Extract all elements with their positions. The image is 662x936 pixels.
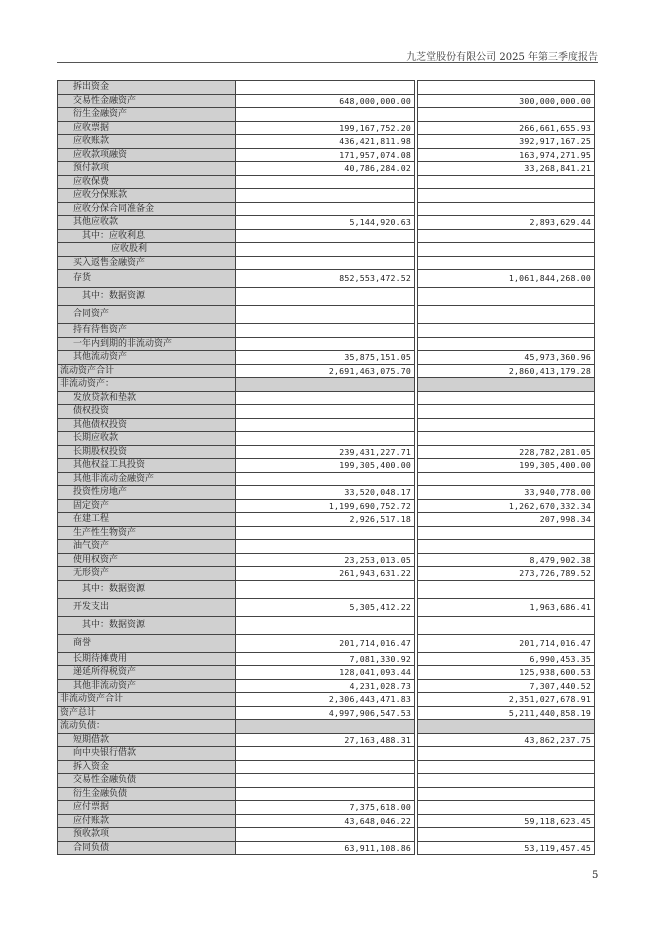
value-period-end — [236, 540, 415, 554]
value-period-start — [418, 175, 595, 189]
value-period-start — [418, 337, 595, 351]
value-period-end: 171,957,074.08 — [236, 148, 415, 162]
value-period-start: 392,917,167.25 — [418, 135, 595, 149]
value-period-start — [418, 189, 595, 203]
value-period-start: 1,061,844,268.00 — [418, 270, 595, 288]
value-period-start — [418, 256, 595, 270]
value-period-end — [236, 580, 415, 598]
value-period-end — [236, 378, 415, 392]
value-period-start: 1,262,670,332.34 — [418, 499, 595, 513]
row-label: 持有待售资产 — [58, 324, 236, 338]
row-label: 固定资产 — [58, 499, 236, 513]
value-period-end: 128,041,093.44 — [236, 666, 415, 680]
value-period-start — [418, 391, 595, 405]
value-period-end — [236, 306, 415, 324]
table-row — [58, 693, 595, 707]
value-period-start — [418, 828, 595, 842]
table-row — [58, 432, 595, 446]
row-label: 非流动资产合计 — [58, 693, 236, 707]
row-label: 预收款项 — [58, 828, 236, 842]
value-period-start: 2,860,413,179.28 — [418, 364, 595, 378]
value-period-end — [236, 432, 415, 446]
value-period-end: 63,911,108.86 — [236, 841, 415, 855]
row-label: 应收股利 — [58, 243, 236, 257]
value-period-start: 8,479,902.38 — [418, 553, 595, 567]
value-period-start — [418, 540, 595, 554]
row-label: 债权投资 — [58, 405, 236, 419]
balance-sheet-table — [57, 80, 595, 855]
row-label: 生产性生物资产 — [58, 526, 236, 540]
table-row — [58, 774, 595, 788]
value-period-end — [236, 243, 415, 257]
value-period-start — [418, 472, 595, 486]
value-period-end — [236, 202, 415, 216]
table-row — [58, 616, 595, 634]
row-label: 其中：应收利息 — [58, 229, 236, 243]
row-label: 拆出资金 — [58, 81, 236, 95]
value-period-end — [236, 760, 415, 774]
table-row — [58, 243, 595, 257]
row-label: 非流动资产： — [58, 378, 236, 392]
row-label: 长期待摊费用 — [58, 652, 236, 666]
table-row — [58, 472, 595, 486]
row-label: 合同负债 — [58, 841, 236, 855]
value-period-start: 266,661,655.93 — [418, 121, 595, 135]
value-period-end: 5,305,412.22 — [236, 598, 415, 616]
value-period-end — [236, 787, 415, 801]
row-label: 油气资产 — [58, 540, 236, 554]
value-period-end: 201,714,016.47 — [236, 634, 415, 652]
table-row — [58, 553, 595, 567]
value-period-end — [236, 175, 415, 189]
value-period-end — [236, 229, 415, 243]
row-label: 其他流动资产 — [58, 351, 236, 365]
table-row — [58, 540, 595, 554]
table-row — [58, 306, 595, 324]
value-period-end — [236, 189, 415, 203]
table-row — [58, 567, 595, 581]
value-period-end: 2,926,517.18 — [236, 513, 415, 527]
table-row — [58, 202, 595, 216]
value-period-start — [418, 432, 595, 446]
table-row — [58, 216, 595, 230]
value-period-end: 239,431,227.71 — [236, 445, 415, 459]
table-row — [58, 418, 595, 432]
value-period-end: 5,144,920.63 — [236, 216, 415, 230]
table-row — [58, 162, 595, 176]
table-row — [58, 720, 595, 734]
value-period-start: 2,893,629.44 — [418, 216, 595, 230]
value-period-start: 59,118,623.45 — [418, 814, 595, 828]
value-period-end — [236, 288, 415, 306]
value-period-end: 261,943,631.22 — [236, 567, 415, 581]
table-row — [58, 94, 595, 108]
table-row — [58, 841, 595, 855]
table-row — [58, 828, 595, 842]
value-period-end — [236, 108, 415, 122]
row-label: 拆入资金 — [58, 760, 236, 774]
value-period-start: 207,998.34 — [418, 513, 595, 527]
value-period-end: 43,648,046.22 — [236, 814, 415, 828]
value-period-start — [418, 774, 595, 788]
value-period-start: 300,000,000.00 — [418, 94, 595, 108]
row-label: 存货 — [58, 270, 236, 288]
value-period-end — [236, 337, 415, 351]
value-period-end — [236, 747, 415, 761]
value-period-end — [236, 418, 415, 432]
table-row — [58, 351, 595, 365]
table-row — [58, 760, 595, 774]
row-label: 其中：数据资源 — [58, 288, 236, 306]
value-period-end — [236, 405, 415, 419]
value-period-start: 163,974,271.95 — [418, 148, 595, 162]
value-period-end — [236, 256, 415, 270]
value-period-end — [236, 324, 415, 338]
value-period-end — [236, 774, 415, 788]
table-row — [58, 445, 595, 459]
row-label: 应收账款 — [58, 135, 236, 149]
value-period-start — [418, 580, 595, 598]
value-period-end: 40,786,284.02 — [236, 162, 415, 176]
value-period-end: 4,231,028.73 — [236, 679, 415, 693]
row-label: 无形资产 — [58, 567, 236, 581]
value-period-end: 35,875,151.05 — [236, 351, 415, 365]
value-period-start — [418, 801, 595, 815]
table-row — [58, 634, 595, 652]
table-row — [58, 189, 595, 203]
value-period-end — [236, 472, 415, 486]
row-label: 应收保费 — [58, 175, 236, 189]
row-label: 商誉 — [58, 634, 236, 652]
value-period-end: 2,306,443,471.83 — [236, 693, 415, 707]
value-period-end: 33,520,048.17 — [236, 486, 415, 500]
value-period-start — [418, 229, 595, 243]
page-number: 5 — [592, 870, 599, 881]
row-label: 其他债权投资 — [58, 418, 236, 432]
value-period-end — [236, 720, 415, 734]
row-label: 应收款项融资 — [58, 148, 236, 162]
table-row — [58, 580, 595, 598]
value-period-start — [418, 81, 595, 95]
value-period-start: 45,973,360.96 — [418, 351, 595, 365]
value-period-start — [418, 616, 595, 634]
row-label: 交易性金融资产 — [58, 94, 236, 108]
value-period-start — [418, 378, 595, 392]
row-label: 合同资产 — [58, 306, 236, 324]
row-label: 其他权益工具投资 — [58, 459, 236, 473]
value-period-start — [418, 787, 595, 801]
value-period-start — [418, 747, 595, 761]
row-label: 买入返售金融资产 — [58, 256, 236, 270]
value-period-start: 53,119,457.45 — [418, 841, 595, 855]
row-label: 使用权资产 — [58, 553, 236, 567]
value-period-end: 1,199,690,752.72 — [236, 499, 415, 513]
row-label: 应付票据 — [58, 801, 236, 815]
row-label: 其中：数据资源 — [58, 580, 236, 598]
value-period-start: 43,862,237.75 — [418, 733, 595, 747]
row-label: 长期股权投资 — [58, 445, 236, 459]
table-row — [58, 148, 595, 162]
row-label: 应付账款 — [58, 814, 236, 828]
value-period-end: 27,163,488.31 — [236, 733, 415, 747]
table-row — [58, 499, 595, 513]
table-row — [58, 324, 595, 338]
value-period-start: 125,938,600.53 — [418, 666, 595, 680]
page-header: 九芝堂股份有限公司 2025 年第三季度报告 — [406, 52, 598, 63]
value-period-end: 7,081,330.92 — [236, 652, 415, 666]
value-period-start — [418, 288, 595, 306]
value-period-start — [418, 760, 595, 774]
value-period-end: 7,375,618.00 — [236, 801, 415, 815]
value-period-end: 199,305,400.00 — [236, 459, 415, 473]
value-period-start — [418, 418, 595, 432]
value-period-start: 228,782,281.05 — [418, 445, 595, 459]
value-period-start — [418, 202, 595, 216]
table-row — [58, 513, 595, 527]
row-label: 短期借款 — [58, 733, 236, 747]
table-row — [58, 526, 595, 540]
table-row — [58, 391, 595, 405]
table-row — [58, 733, 595, 747]
value-period-start: 33,268,841.21 — [418, 162, 595, 176]
row-label: 递延所得税资产 — [58, 666, 236, 680]
value-period-end — [236, 391, 415, 405]
value-period-start: 273,726,789.52 — [418, 567, 595, 581]
value-period-start: 7,307,440.52 — [418, 679, 595, 693]
value-period-end — [236, 526, 415, 540]
value-period-end — [236, 81, 415, 95]
table-row — [58, 270, 595, 288]
value-period-start — [418, 405, 595, 419]
table-row — [58, 666, 595, 680]
row-label: 衍生金融负债 — [58, 787, 236, 801]
table-row — [58, 652, 595, 666]
table-row — [58, 706, 595, 720]
row-label: 资产总计 — [58, 706, 236, 720]
table-row — [58, 256, 595, 270]
value-period-end: 199,167,752.20 — [236, 121, 415, 135]
value-period-start: 6,990,453.35 — [418, 652, 595, 666]
value-period-end — [236, 828, 415, 842]
row-label: 其他应收款 — [58, 216, 236, 230]
row-label: 预付款项 — [58, 162, 236, 176]
table-row — [58, 108, 595, 122]
table-row — [58, 337, 595, 351]
row-label: 应收分保合同准备金 — [58, 202, 236, 216]
row-label: 发放贷款和垫款 — [58, 391, 236, 405]
header-rule — [57, 62, 598, 63]
table-row — [58, 814, 595, 828]
value-period-start — [418, 526, 595, 540]
row-label: 开发支出 — [58, 598, 236, 616]
table-row — [58, 486, 595, 500]
table-row — [58, 787, 595, 801]
row-label: 一年内到期的非流动资产 — [58, 337, 236, 351]
table-row — [58, 81, 595, 95]
value-period-end: 4,997,906,547.53 — [236, 706, 415, 720]
table-row — [58, 121, 595, 135]
table-row — [58, 229, 595, 243]
value-period-start — [418, 720, 595, 734]
value-period-end — [236, 616, 415, 634]
row-label: 流动负债： — [58, 720, 236, 734]
row-label: 其中：数据资源 — [58, 616, 236, 634]
row-label: 应收分保账款 — [58, 189, 236, 203]
table-row — [58, 801, 595, 815]
table-row — [58, 364, 595, 378]
row-label: 应收票据 — [58, 121, 236, 135]
table-row — [58, 175, 595, 189]
value-period-end: 23,253,013.05 — [236, 553, 415, 567]
value-period-start — [418, 324, 595, 338]
value-period-start: 2,351,027,678.91 — [418, 693, 595, 707]
row-label: 其他非流动金融资产 — [58, 472, 236, 486]
row-label: 交易性金融负债 — [58, 774, 236, 788]
table-row — [58, 459, 595, 473]
row-label: 其他非流动资产 — [58, 679, 236, 693]
value-period-start — [418, 306, 595, 324]
value-period-start: 5,211,440,858.19 — [418, 706, 595, 720]
value-period-start: 33,940,778.00 — [418, 486, 595, 500]
table-row — [58, 135, 595, 149]
value-period-start: 1,963,686.41 — [418, 598, 595, 616]
value-period-end: 2,691,463,075.70 — [236, 364, 415, 378]
value-period-start — [418, 243, 595, 257]
table-row — [58, 378, 595, 392]
row-label: 在建工程 — [58, 513, 236, 527]
table-row — [58, 747, 595, 761]
row-label: 投资性房地产 — [58, 486, 236, 500]
value-period-end: 436,421,811.98 — [236, 135, 415, 149]
value-period-start: 201,714,016.47 — [418, 634, 595, 652]
table-row — [58, 679, 595, 693]
value-period-end: 648,000,000.00 — [236, 94, 415, 108]
table-row — [58, 405, 595, 419]
row-label: 长期应收款 — [58, 432, 236, 446]
table-row — [58, 288, 595, 306]
row-label: 向中央银行借款 — [58, 747, 236, 761]
value-period-start — [418, 108, 595, 122]
table-row — [58, 598, 595, 616]
value-period-start: 199,305,400.00 — [418, 459, 595, 473]
value-period-end: 852,553,472.52 — [236, 270, 415, 288]
row-label: 衍生金融资产 — [58, 108, 236, 122]
row-label: 流动资产合计 — [58, 364, 236, 378]
